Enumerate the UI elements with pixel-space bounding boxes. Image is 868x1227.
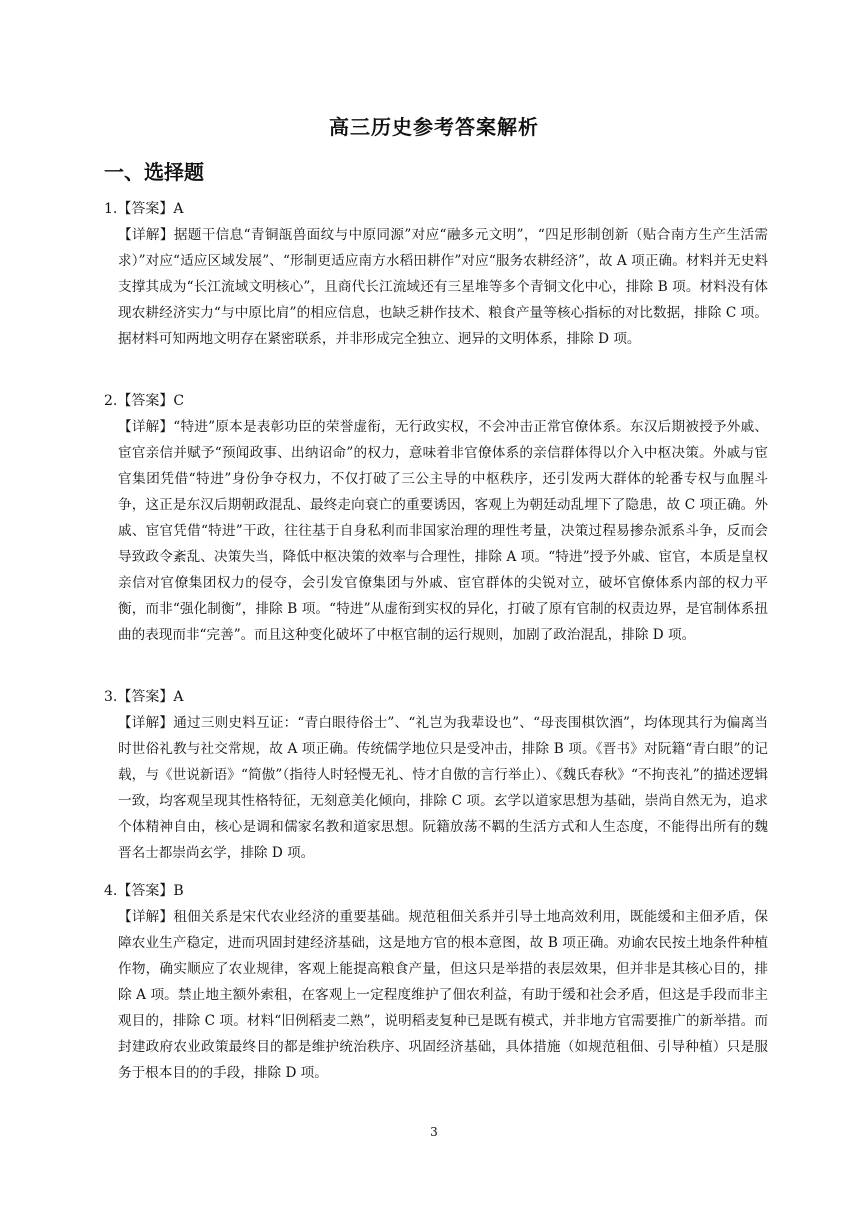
explanation-text: 租佃关系是宋代农业经济的重要基础。规范租佃关系并引导土地高效利用，既能缓和主佃矛盾，保障农业生产稳定，进而巩固封建经济基础，这是地方官的根本意图，故 B 项正确。劝谕农民按土地条件种植作物，确实顺应了农业规律，客观上能提高粮食产量，但这只是举措的表层效果，但并非是其核心目的，排除 A 项。禁止地主额外索租，在客观上一定程度维护了佃农利益，有助于缓和社会矛盾，但这是手段而非主观目的，排除 C 项。材料“旧例稻麦二熟”，说明稻麦复种已是既有模式，并非地方官需要推广的新举措。而封建政府农业政策最终目的都是维护统治秩序、巩固经济基础，具体措施（如规范租佃、引导种植）只是服务于根本目的的手段，排除 D 项。	[118, 909, 769, 1081]
answer-label: 【答案】	[117, 201, 174, 217]
question-number: 1.	[104, 201, 118, 217]
explanation-label: 【详解】	[118, 715, 174, 731]
question-2	[104, 388, 768, 648]
explanation-paragraph	[104, 710, 768, 866]
answer-line	[104, 878, 768, 904]
answer-label: 【答案】	[117, 883, 174, 899]
document-title: 高三历史参考答案解析	[329, 115, 539, 139]
answer-line	[104, 684, 768, 710]
page-number: 3	[430, 1125, 438, 1139]
explanation-paragraph	[104, 414, 768, 648]
explanation-text: 通过三则史料互证：“青白眼待俗士”、“礼岂为我辈设也”、“母丧围棋饮酒”，均体现其行为偏离当时世俗礼教与社交常规，故 A 项正确。传统儒学地位只是受冲击，排除 B 项。《晋书》对阮籍“青白眼”的记载，与《世说新语》“简傲”（指待人时轻慢无礼、恃才自傲的言行举止）、《魏氏春秋》“不拘丧礼”的描述逻辑一致，均客观呈现其性格特征，无刻意美化倾向，排除 C 项。玄学以道家思想为基础，崇尚自然无为，追求个体精神自由，核心是调和儒家名教和道家思想。阮籍放荡不羁的生活方式和人生态度，不能得出所有的魏晋名士都崇尚玄学，排除 D 项。	[118, 715, 769, 861]
question-3	[104, 684, 768, 866]
answer-choice: A	[173, 689, 184, 705]
question-1	[104, 196, 768, 352]
answer-choice: C	[173, 393, 185, 409]
answer-label: 【答案】	[117, 689, 174, 705]
explanation-label: 【详解】	[118, 909, 174, 925]
answer-line	[104, 196, 768, 222]
question-number: 3.	[104, 689, 118, 705]
answer-line	[104, 388, 768, 414]
question-number: 2.	[104, 393, 118, 409]
explanation-text: 据题干信息“青铜瓿兽面纹与中原同源”对应“融多元文明”，“四足形制创新（贴合南方生产生活需求）”对应“适应区域发展”、“形制更适应南方水稻田耕作”对应“服务农耕经济”，故 A 项正确。材料并无史料支撑其成为“长江流域文明核心”，且商代长江流域还有三星堆等多个青铜文化中心，排除 B 项。材料没有体现农耕经济实力“与中原比肩”的相应信息，也缺乏耕作技术、粮食产量等核心指标的对比数据，排除 C 项。据材料可知两地文明存在紧密联系，并非形成完全独立、迥异的文明体系，排除 D 项。	[118, 227, 769, 347]
section-heading: 一、选择题	[104, 160, 204, 184]
question-4	[104, 878, 768, 1086]
explanation-text: “特进”原本是表彰功臣的荣誉虚衔，无行政实权，不会冲击正常官僚体系。东汉后期被授予外戚、宦官亲信并赋予“预闻政事、出纳诏命”的权力，意味着非官僚体系的亲信群体得以介入中枢决策。外戚与宦官集团凭借“特进”身份争夺权力，不仅打破了三公主导的中枢秩序，还引发两大群体的轮番专权与血腥斗争，这正是东汉后期朝政混乱、最终走向衰亡的重要诱因，客观上为朝廷动乱埋下了隐患，故 C 项正确。外戚、宦官凭借“特进”干政，往往基于自身私利而非国家治理的理性考量，决策过程易掺杂派系斗争，反而会导致政令紊乱、决策失当，降低中枢决策的效率与合理性，排除 A 项。“特进”授予外戚、宦官，本质是皇权亲信对官僚集团权力的侵夺，会引发官僚集团与外戚、宦官群体的尖锐对立，破坏官僚体系内部的权力平衡，而非“强化制衡”，排除 B 项。“特进”从虚衔到实权的异化，打破了原有官制的权责边界，是官制体系扭曲的表现而非“完善”。而且这种变化破坏了中枢官制的运行规则，加剧了政治混乱，排除 D 项。	[118, 419, 768, 643]
answer-choice: B	[173, 883, 184, 899]
answer-choice: A	[173, 201, 184, 217]
explanation-paragraph	[104, 222, 768, 352]
explanation-label: 【详解】	[118, 227, 174, 243]
explanation-paragraph	[104, 904, 768, 1086]
explanation-label: 【详解】	[118, 419, 174, 435]
question-number: 4.	[104, 883, 118, 899]
answer-label: 【答案】	[117, 393, 174, 409]
